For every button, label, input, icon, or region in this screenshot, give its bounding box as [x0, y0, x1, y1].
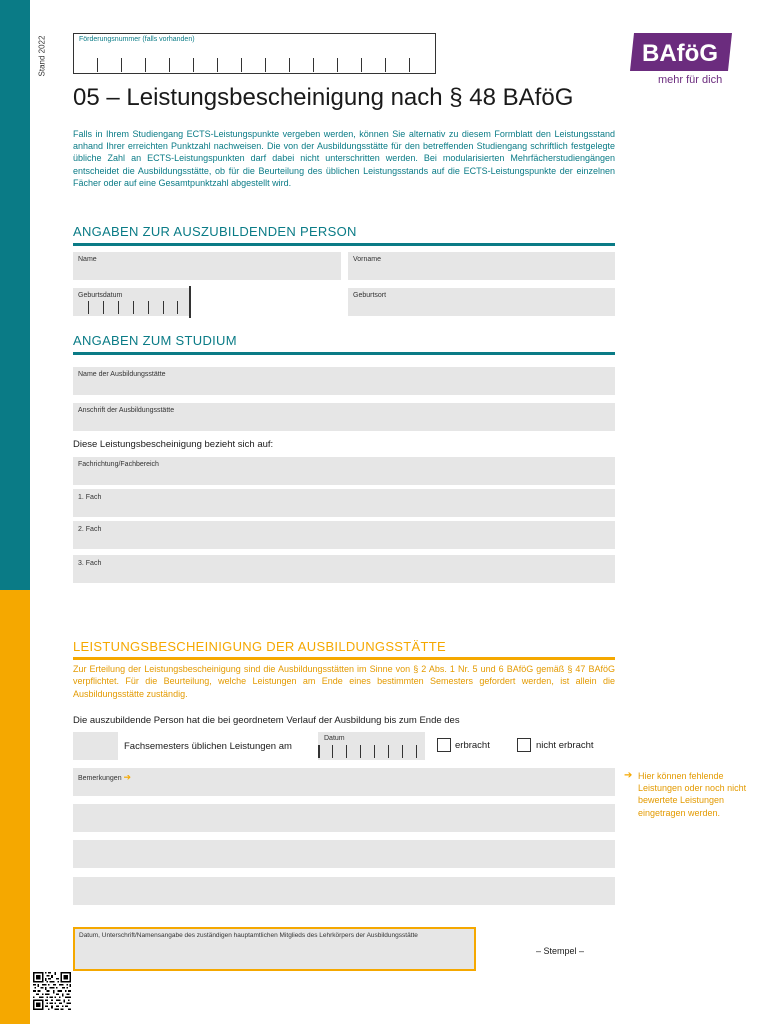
- geburtsdatum-label: Geburtsdatum: [78, 292, 123, 299]
- bafoeg-logo: [630, 33, 732, 71]
- statement-text: Die auszubildende Person hat die bei geordnetem Verlauf der Ausbildung bis zum Ende des: [73, 715, 460, 726]
- fachrichtung-field[interactable]: [73, 457, 615, 485]
- section-rule-studium: [73, 352, 615, 355]
- ausbildungsstaette-field[interactable]: [73, 367, 615, 395]
- fach3-field[interactable]: [73, 555, 615, 583]
- bemerkungen-field-3[interactable]: [73, 840, 615, 868]
- signature-field[interactable]: [73, 927, 476, 971]
- fachsemester-number-field[interactable]: [73, 732, 118, 760]
- fach2-field[interactable]: [73, 521, 615, 549]
- geburtsdatum-field[interactable]: [73, 288, 190, 316]
- bemerkungen-field-4[interactable]: [73, 877, 615, 905]
- geburtsort-label: Geburtsort: [353, 292, 387, 299]
- fachrichtung-label: Fachrichtung/Fachbereich: [78, 461, 159, 468]
- datum-field[interactable]: [318, 732, 425, 760]
- fach3-label: 3. Fach: [78, 560, 102, 567]
- nicht-erbracht-label: nicht erbracht: [536, 740, 594, 751]
- erbracht-label: erbracht: [455, 740, 490, 751]
- bescheinigung-paragraph: Zur Erteilung der Leistungsbescheinigung sind die Ausbildungsstätten im Sinne von § 2 Abs. 1 Nr. 5 und 6 BAföG gemäß § 47 BAföG verpflichtet. Für die Beurteilung, welche Leistungen am Ende eines bestimmten Semesters gefordert werden, ist allein die Ausbildungsstätte zuständig.: [73, 664, 615, 699]
- stempel-label: – Stempel –: [536, 946, 585, 956]
- bemerkungen-label: Bemerkungen ➔: [78, 772, 132, 782]
- arrow-right-icon: ➔: [624, 770, 633, 781]
- foerderungsnummer-digit-ticks: [74, 57, 435, 73]
- geburtsdatum-end-marker: [189, 286, 191, 318]
- intro-text: Falls in Ihrem Studiengang ECTS-Leistungspunkte vergeben werden, können Sie alternativ zu diesem Formblatt den Leistungsstand anhand Ihrer erreichten Punktzahl nachweisen. Die von der Ausbildungsstätte für den betreffenden Studiengang schriftlich festgelegte übliche Zahl an ECTS-Leistungspunkten darf dabei nicht unterschritten werden. Bei modularisierten Mehrfächerstudiengängen entscheidet die Ausbildungsstätte, ob für die Beurteilung des üblichen Leistungsstands auf die ECTS-Leistungspunkte der einzelnen Fächer oder auf eine Gesamtpunktzahl abgestellt wird.: [73, 129, 615, 188]
- fach2-label: 2. Fach: [78, 526, 102, 533]
- signature-label: Datum, Unterschrift/Namensangabe des zuständigen hauptamtlichen Mitglieds des Lehrkörpers der Ausbildungsstätte: [79, 932, 418, 939]
- datum-label: Datum: [324, 735, 345, 742]
- nicht-erbracht-checkbox[interactable]: [517, 738, 531, 752]
- section-rule-person: [73, 243, 615, 246]
- name-field[interactable]: [73, 252, 341, 280]
- arrow-right-icon: ➔: [123, 772, 132, 782]
- section-rule-bescheinigung: [73, 657, 615, 660]
- name-label: Name: [78, 256, 97, 263]
- qr-code-icon: [33, 972, 71, 1010]
- anschrift-field[interactable]: [73, 403, 615, 431]
- section-title-studium: ANGABEN ZUM STUDIUM: [73, 333, 237, 348]
- datum-digit-ticks: [318, 744, 425, 760]
- geburtsort-field[interactable]: [348, 288, 615, 316]
- bezieht-sich-text: Diese Leistungsbescheinigung bezieht sich auf:: [73, 439, 274, 450]
- bemerkungen-field-2[interactable]: [73, 804, 615, 832]
- vorname-label: Vorname: [353, 256, 382, 263]
- foerderungsnummer-field[interactable]: [73, 33, 436, 74]
- logo-brand-text: BAföG: [642, 40, 718, 67]
- section-title-person: ANGABEN ZUR AUSZUBILDENDEN PERSON: [73, 224, 357, 239]
- fachsemester-text: Fachsemesters üblichen Leistungen am: [124, 741, 292, 752]
- sidebar-bar-teal: [0, 0, 30, 590]
- geburtsdatum-digit-ticks: [73, 300, 190, 316]
- bemerkungen-field-1[interactable]: [73, 768, 615, 796]
- fach1-label: 1. Fach: [78, 494, 102, 501]
- fach1-field[interactable]: [73, 489, 615, 517]
- erbracht-checkbox[interactable]: [437, 738, 451, 752]
- sidebar-bar-orange: [0, 590, 30, 1024]
- ausbildungsstaette-label: Name der Ausbildungsstätte: [78, 371, 166, 378]
- section-title-bescheinigung: LEISTUNGSBESCHEINIGUNG DER AUSBILDUNGSSTÄTTE: [73, 639, 446, 654]
- stand-label: Stand 2022: [37, 35, 47, 77]
- anschrift-label: Anschrift der Ausbildungsstätte: [78, 407, 175, 414]
- page-title: 05 – Leistungsbescheinigung nach § 48 BAföG: [73, 84, 574, 111]
- logo-slogan: mehr für dich: [658, 74, 723, 86]
- vorname-field[interactable]: [348, 252, 615, 280]
- foerderungsnummer-label: Förderungsnummer (falls vorhanden): [79, 36, 195, 43]
- side-note-text: Hier können fehlende Leistungen oder noch nicht bewertete Leistungen eingetragen werden.: [638, 771, 747, 818]
